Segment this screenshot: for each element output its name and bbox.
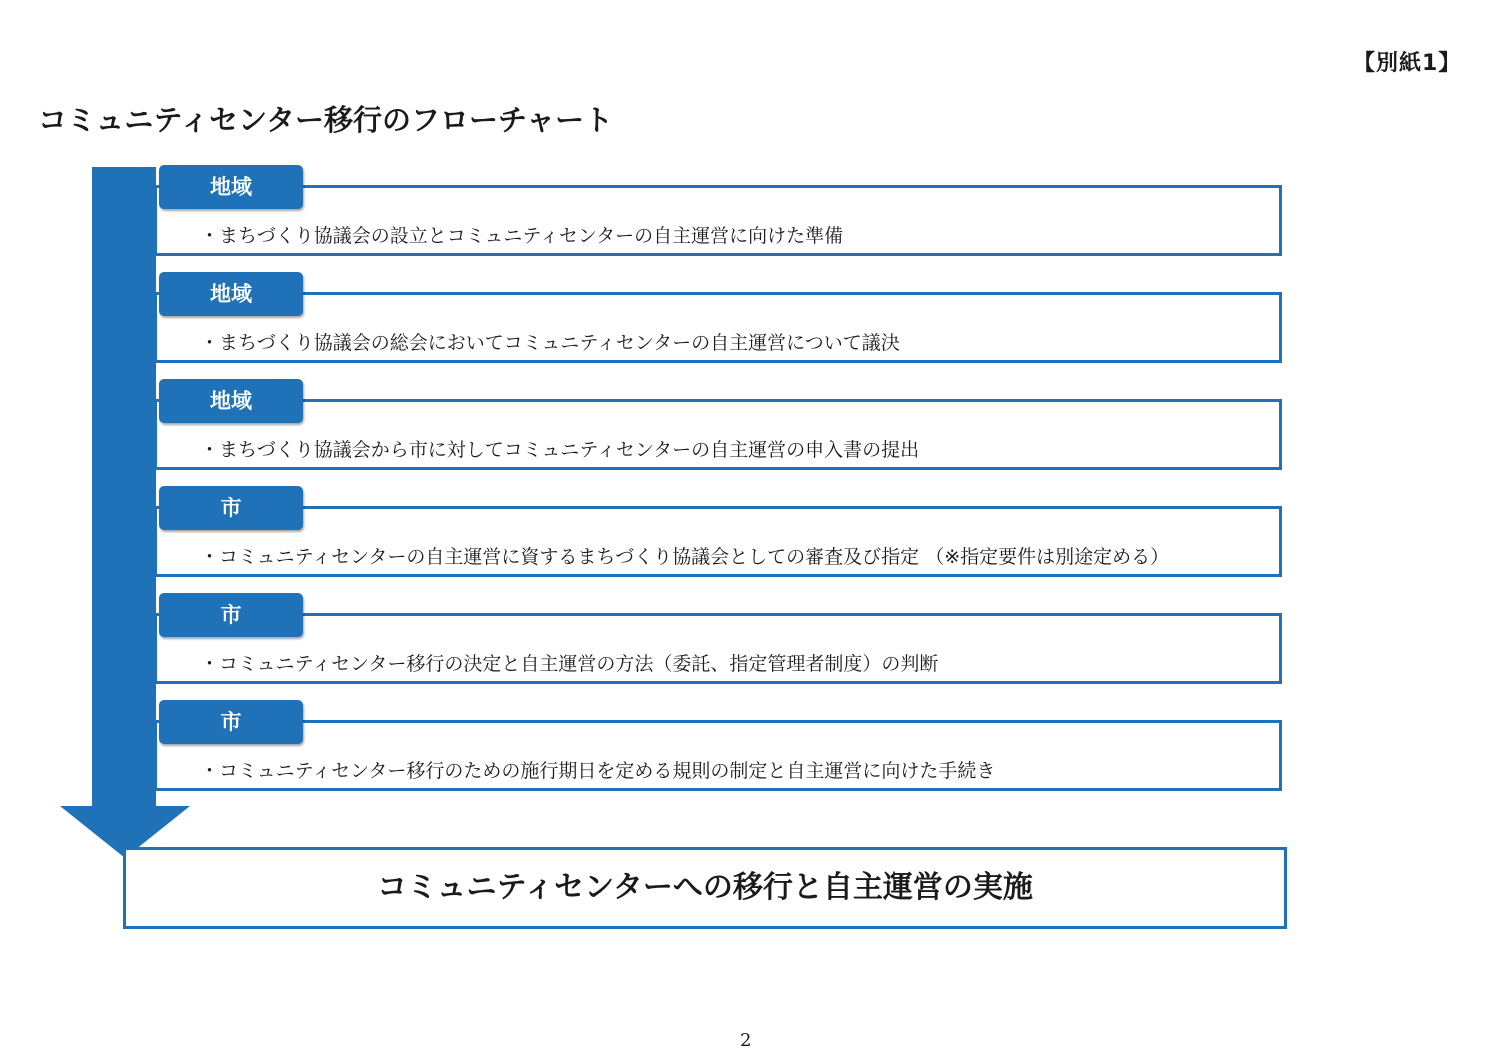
step-description: ・コミュニティセンター移行の決定と自主運営の方法（委託、指定管理者制度）の判断 bbox=[200, 653, 939, 675]
actor-badge: 地域 bbox=[159, 165, 303, 209]
flow-step-3 bbox=[156, 379, 1286, 470]
flow-arrow-shaft bbox=[92, 167, 156, 807]
actor-badge: 地域 bbox=[159, 272, 303, 316]
step-description: ・まちづくり協議会の設立とコミュニティセンターの自主運営に向けた準備 bbox=[200, 225, 844, 247]
step-description: ・コミュニティセンター移行のための施行期日を定める規則の制定と自主運営に向けた手続き bbox=[200, 760, 996, 782]
actor-badge: 市 bbox=[159, 700, 303, 744]
actor-badge: 地域 bbox=[159, 379, 303, 423]
step-description: ・コミュニティセンターの自主運営に資するまちづくり協議会としての審査及び指定 （※指定要件は別途定める） bbox=[200, 546, 1170, 568]
flow-step-6 bbox=[156, 700, 1286, 791]
result-box: コミュニティセンターへの移行と自主運営の実施 bbox=[123, 847, 1287, 929]
flow-step-2 bbox=[156, 272, 1286, 363]
flow-step-4 bbox=[156, 486, 1286, 577]
page-title: コミュニティセンター移行のフローチャート bbox=[38, 103, 614, 137]
actor-badge: 市 bbox=[159, 486, 303, 530]
step-description: ・まちづくり協議会から市に対してコミュニティセンターの自主運営の申入書の提出 bbox=[200, 439, 920, 461]
actor-badge: 市 bbox=[159, 593, 303, 637]
flow-step-1 bbox=[156, 165, 1286, 256]
page-number: 2 bbox=[740, 1030, 752, 1051]
step-description: ・まちづくり協議会の総会においてコミュニティセンターの自主運営について議決 bbox=[200, 332, 900, 354]
flow-step-5 bbox=[156, 593, 1286, 684]
annex-label: 【別紙1】 bbox=[1353, 51, 1462, 76]
